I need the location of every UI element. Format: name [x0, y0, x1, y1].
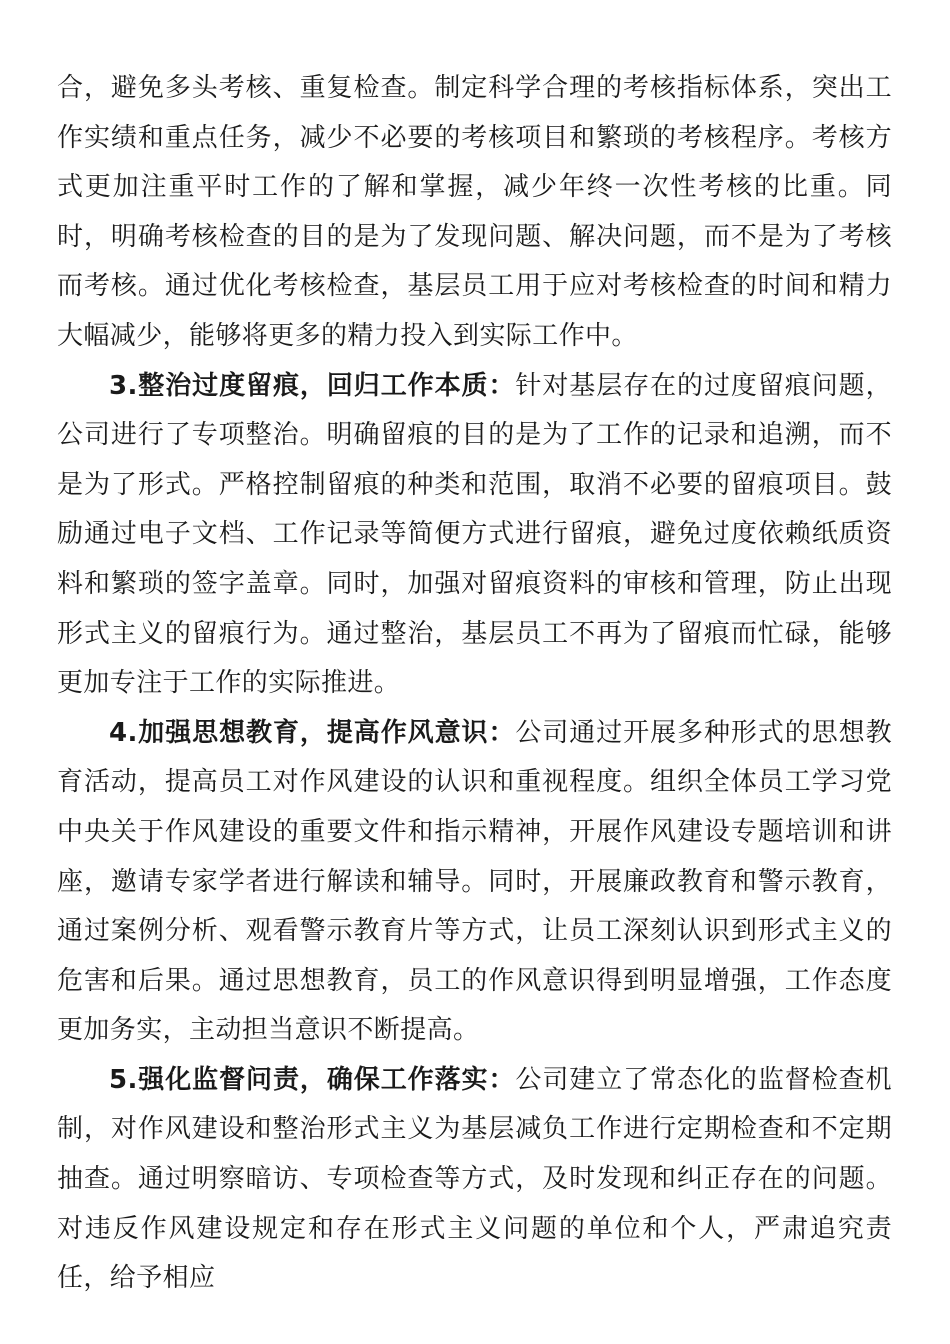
paragraph-text: 公司通过开展多种形式的思想教育活动，提高员工对作风建设的认识和重视程度。组织全体员工学习党中央关于作风建设的重要文件和指示精神，开展作风建设专题培训和讲座，邀请专家学者进行解读和辅导。同时，开展廉政教育和警示教育，通过案例分析、观看警示教育片等方式，让员工深刻认识到形式主义的危害和后果。通过思想教育，员工的作风意识得到明显增强，工作态度更加务实，主动担当意识不断提高。	[57, 717, 892, 1046]
paragraph-text: 合，避免多头考核、重复检查。制定科学合理的考核指标体系，突出工作实绩和重点任务，减少不必要的考核项目和繁琐的考核程序。考核方式更加注重平时工作的了解和掌握，减少年终一次性考核的比重。同时，明确考核检查的目的是为了发现问题、解决问题，而不是为了考核而考核。通过优化考核检查，基层员工用于应对考核检查的时间和精力大幅减少，能够将更多的精力投入到实际工作中。	[57, 73, 892, 351]
section-heading: 4.加强思想教育，提高作风意识：	[109, 717, 516, 748]
paragraph-section-4	[57, 709, 892, 1056]
paragraph-text: 公司建立了常态化的监督检查机制，对作风建设和整治形式主义为基层减负工作进行定期检查和不定期抽查。通过明察暗访、专项检查等方式，及时发现和纠正存在的问题。对违反作风建设规定和存在形式主义问题的单位和个人，严肃追究责任，给予相应	[57, 1064, 892, 1294]
paragraph-continuation	[57, 64, 892, 362]
section-heading: 3.整治过度留痕，回归工作本质：	[109, 370, 516, 401]
paragraph-section-5	[57, 1056, 892, 1304]
section-heading: 5.强化监督问责，确保工作落实：	[109, 1064, 516, 1095]
paragraph-section-3	[57, 362, 892, 709]
paragraph-text: 针对基层存在的过度留痕问题，公司进行了专项整治。明确留痕的目的是为了工作的记录和追溯，而不是为了形式。严格控制留痕的种类和范围，取消不必要的留痕项目。鼓励通过电子文档、工作记录等简便方式进行留痕，避免过度依赖纸质资料和繁琐的签字盖章。同时，加强对留痕资料的审核和管理，防止出现形式主义的留痕行为。通过整治，基层员工不再为了留痕而忙碌，能够更加专注于工作的实际推进。	[57, 370, 892, 699]
document-body	[57, 64, 892, 1304]
